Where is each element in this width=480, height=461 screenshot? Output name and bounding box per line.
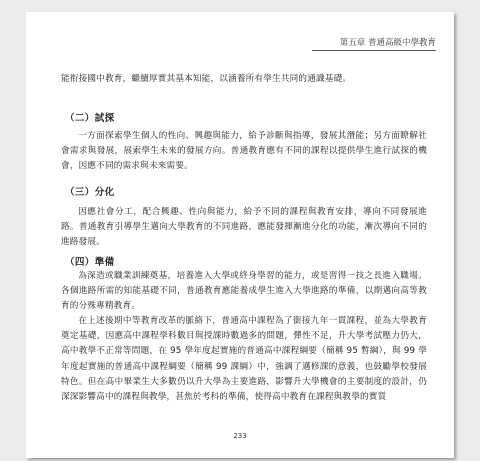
paragraph-preparation: 為深造或職業訓練奠基，培養進入大學或終身學習的能力，或是習得一技之長進入職場。各個進路所需的知能基礎不同，普通教育應能養成學生進入大學進路的準備，以期邁向高等教育的分殊專精教育。 [61, 271, 427, 312]
paragraph-exploration: 一方面探索學生個人的性向、興趣與能力，給予診斷與指導，發展其潛能；另方面瞭解社會需求與發展，展索學生未來的發展方向。普通教育應有不同的課程以提供學生進行試探的機會，因應不同的需求與未來需要。 [61, 131, 427, 172]
heading-preparation: （四）準備 [65, 257, 115, 268]
page-number: 233 [233, 432, 247, 440]
running-header: 第五章 普通高級中學教育 [312, 36, 436, 51]
heading-differentiation: （三）分化 [65, 187, 115, 198]
paragraph-continuation: 能衔接國中教育，繼續厚實其基本知能，以涵養所有學生共同的通識基礎。 [61, 74, 352, 84]
paragraph-curriculum-reform: 在上述後期中等教育改革的脈絡下，普通高中課程為了銜接九年一貫課程，並為大學教育奠定基礎，因應高中課程學科數目與授課時數過多的問題，彈性不足，升大學考試壓力仍大，高中教學不正常等問題，在 95 學年度起實施的普通高中課程綱要（簡稱 95 暫綱），與 99 學年度起實施的普通高中課程綱要（簡稱 99 課綱）中，強調了邁修課的意義，也鼓勵學校發展特色。但在高中畢業生大多數仍以升大學為主要進路，影響升大學機會的主要制度的設計，仍深深影響高中的課程與教學，甚焦於考科的準備，使得高中教育在課程與教學的實質 [61, 316, 427, 403]
heading-exploration: （二）試探 [65, 113, 115, 124]
paragraph-differentiation: 因應社會分工，配合興趣、性向與能力，給予不同的課程與教育安排，導向不同發展進路。普通教育引導學生邁向大學教育的不同進路，應能發揮漸進分化的功能，漸次導向不同的進路發展。 [61, 207, 427, 248]
